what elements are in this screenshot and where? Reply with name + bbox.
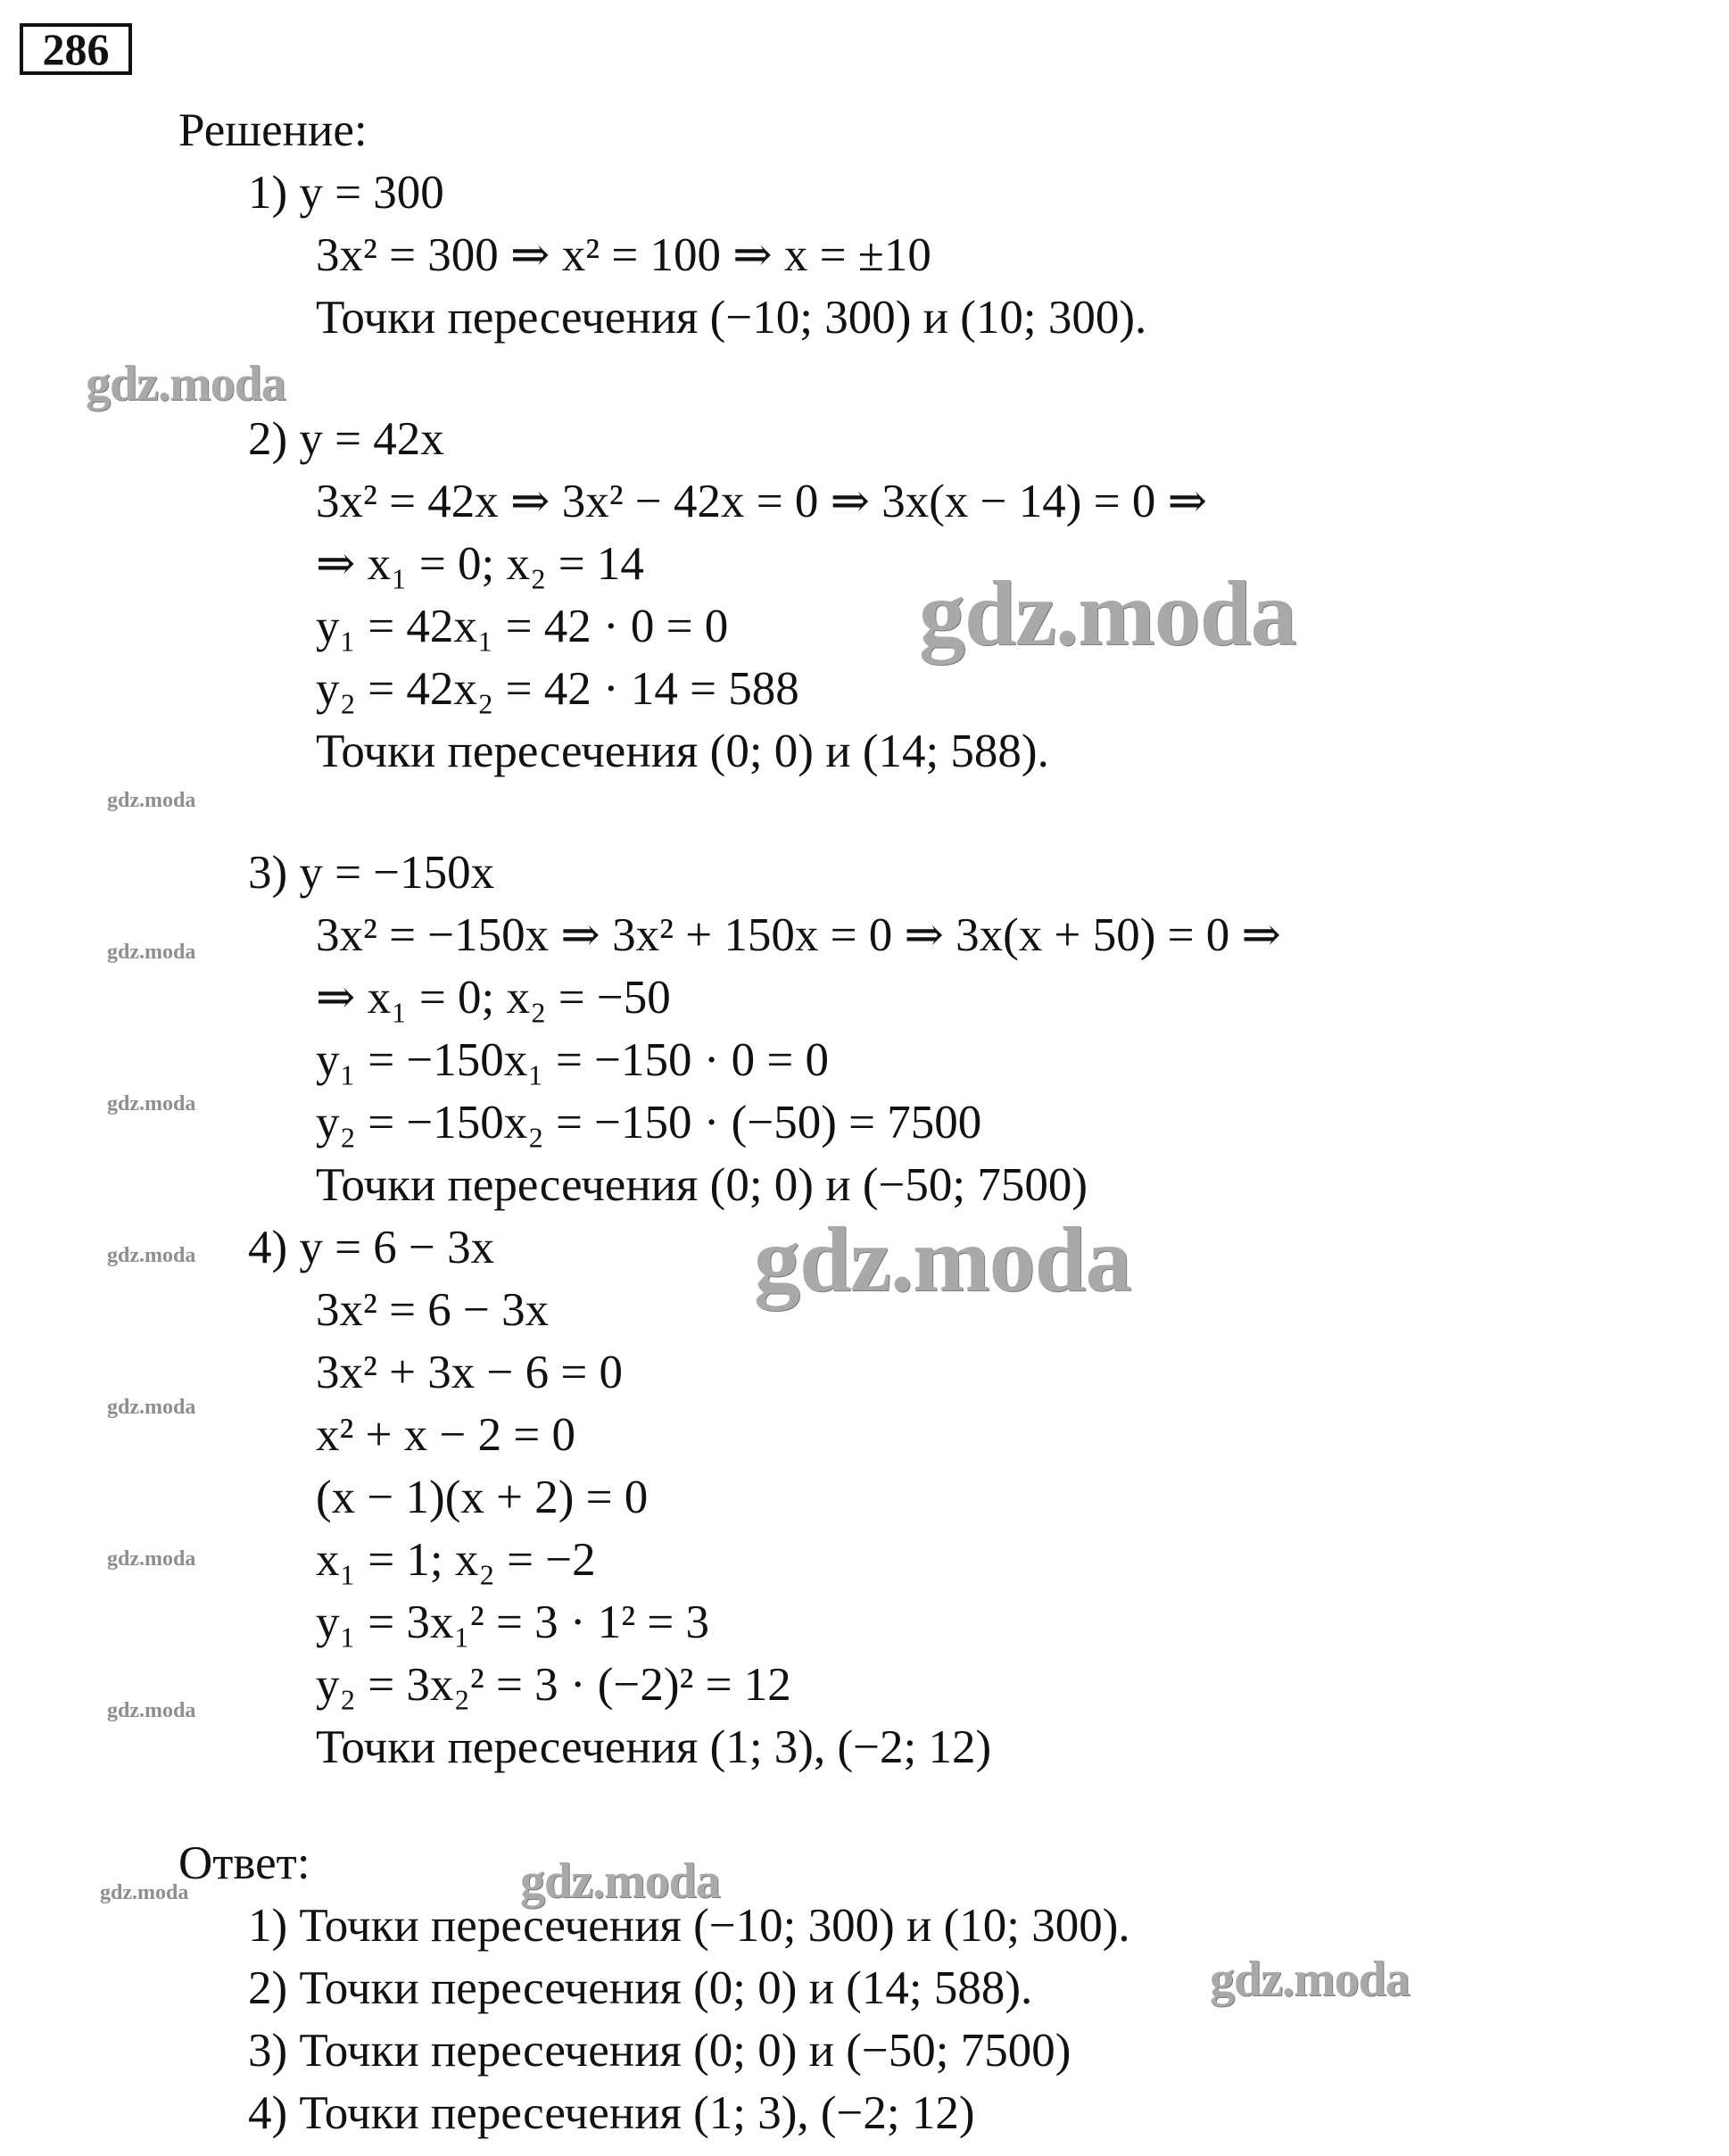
solution-line: ⇒ x₁ = 0; x₂ = 14 bbox=[316, 538, 644, 590]
solution-line: Точки пересечения (1; 3), (−2; 12) bbox=[316, 1721, 992, 1773]
solution-line: (x − 1)(x + 2) = 0 bbox=[316, 1472, 649, 1523]
watermark-logo: gdz.moda bbox=[100, 1881, 189, 1904]
watermark-logo: gdz.moda bbox=[86, 356, 285, 411]
solution-line: 3x² = 300 ⇒ x² = 100 ⇒ x = ±10 bbox=[316, 229, 931, 281]
solution-line: 3) y = −150x bbox=[248, 847, 495, 899]
solution-line: 3x² + 3x − 6 = 0 bbox=[316, 1347, 624, 1398]
solution-line: 4) y = 6 − 3x bbox=[248, 1222, 495, 1273]
watermark-logo: gdz.moda bbox=[919, 562, 1296, 665]
watermark-logo: gdz.moda bbox=[754, 1208, 1131, 1311]
solution-line: 3x² = 6 − 3x bbox=[316, 1284, 550, 1336]
solution-line: 3x² = −150x ⇒ 3x² + 150x = 0 ⇒ 3x(x + 50) = 0 ⇒ bbox=[316, 909, 1281, 961]
problem-number: 286 bbox=[20, 23, 132, 75]
answer-line: 4) Точки пересечения (1; 3), (−2; 12) bbox=[248, 2087, 975, 2139]
solution-line: x² + x − 2 = 0 bbox=[316, 1409, 576, 1461]
watermark-logo: gdz.moda bbox=[107, 1547, 196, 1571]
solution-line: x₁ = 1; x₂ = −2 bbox=[316, 1534, 596, 1586]
watermark-logo: gdz.moda bbox=[107, 1244, 196, 1267]
answer-line: 1) Точки пересечения (−10; 300) и (10; 300). bbox=[248, 1900, 1130, 1952]
solution-line: y₂ = 3x₂² = 3 · (−2)² = 12 bbox=[316, 1659, 791, 1711]
answer-line: 2) Точки пересечения (0; 0) и (14; 588). bbox=[248, 1962, 1033, 2014]
solution-line: ⇒ x₁ = 0; x₂ = −50 bbox=[316, 972, 671, 1024]
solution-line: y₁ = 42x₁ = 42 · 0 = 0 bbox=[316, 601, 729, 652]
watermark-logo: gdz.moda bbox=[520, 1853, 720, 1909]
solution-line: 1) y = 300 bbox=[248, 167, 444, 219]
watermark-logo: gdz.moda bbox=[107, 941, 196, 964]
solution-line: Точки пересечения (−10; 300) и (10; 300). bbox=[316, 292, 1147, 344]
solution-line: 3x² = 42x ⇒ 3x² − 42x = 0 ⇒ 3x(x − 14) = 0 ⇒ bbox=[316, 476, 1208, 527]
solution-label: Решение: bbox=[178, 104, 368, 156]
solution-line: Точки пересечения (0; 0) и (−50; 7500) bbox=[316, 1159, 1088, 1211]
answer-line: 3) Точки пересечения (0; 0) и (−50; 7500) bbox=[248, 2025, 1071, 2077]
watermark-logo: gdz.moda bbox=[107, 1092, 196, 1115]
solution-line: 2) y = 42x bbox=[248, 413, 444, 465]
solution-line: y₁ = 3x₁² = 3 · 1² = 3 bbox=[316, 1596, 710, 1648]
watermark-logo: gdz.moda bbox=[107, 1396, 196, 1419]
solution-line: y₂ = −150x₂ = −150 · (−50) = 7500 bbox=[316, 1097, 982, 1148]
solution-line: y₁ = −150x₁ = −150 · 0 = 0 bbox=[316, 1034, 830, 1086]
answer-label: Ответ: bbox=[178, 1837, 310, 1889]
watermark-logo: gdz.moda bbox=[1210, 1952, 1410, 2007]
watermark-logo: gdz.moda bbox=[107, 789, 196, 812]
solution-line: Точки пересечения (0; 0) и (14; 588). bbox=[316, 726, 1049, 777]
watermark-logo: gdz.moda bbox=[107, 1699, 196, 1722]
solution-line: y₂ = 42x₂ = 42 · 14 = 588 bbox=[316, 663, 799, 715]
